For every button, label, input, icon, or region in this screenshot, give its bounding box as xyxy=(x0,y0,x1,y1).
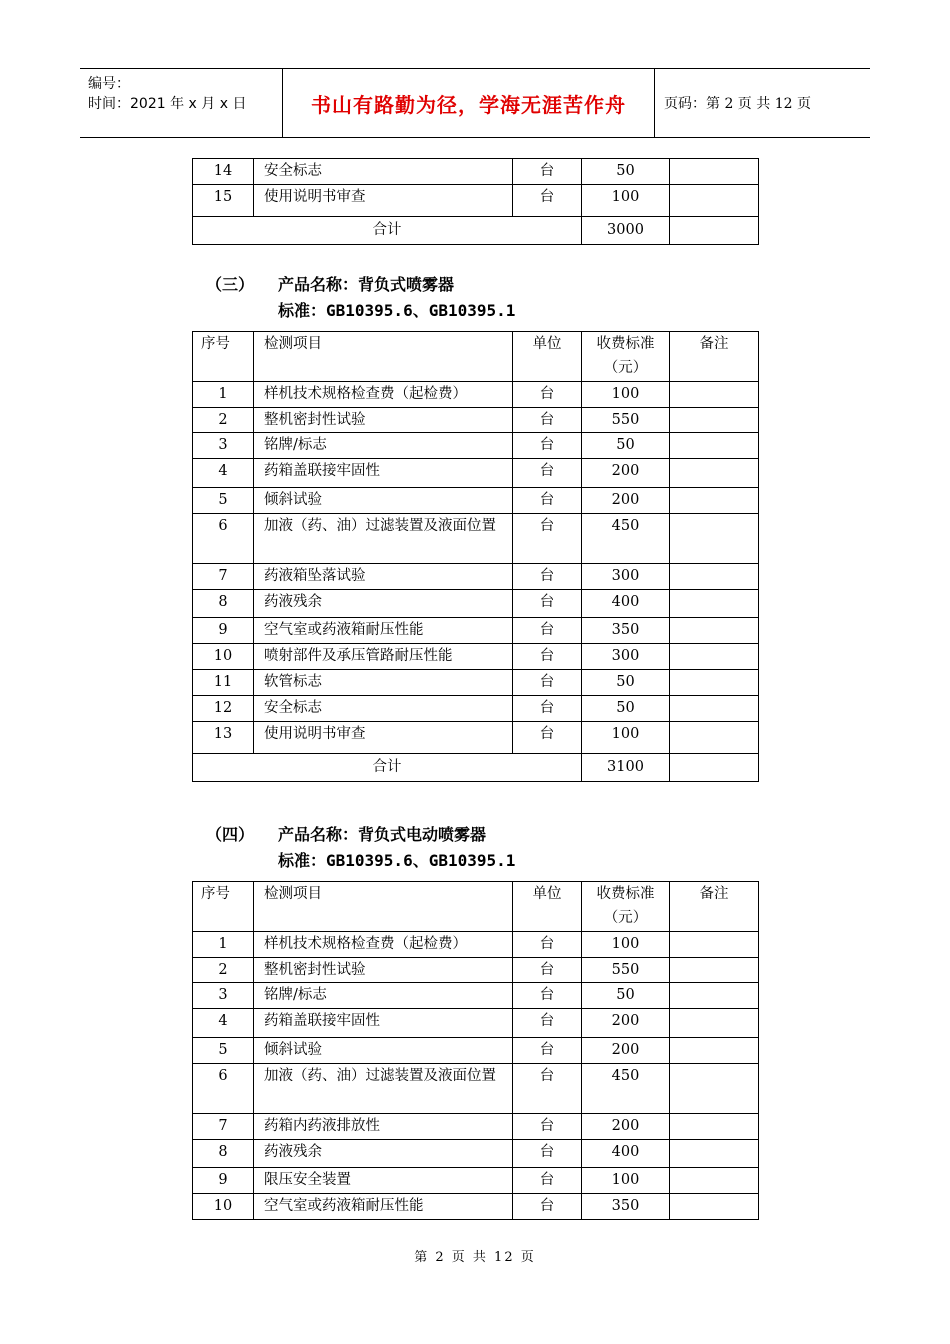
cell-no: 3 xyxy=(193,433,254,459)
cell-no: 8 xyxy=(193,1140,254,1168)
cell-note xyxy=(670,644,759,670)
table-row xyxy=(193,722,759,754)
cell-item: 药箱盖联接牢固性 xyxy=(254,1009,513,1038)
cell-note xyxy=(670,754,759,782)
cell-note xyxy=(670,932,759,958)
cell-fee: 400 xyxy=(582,1140,670,1168)
col-header-fee: 收费标准（元） xyxy=(582,882,670,932)
cell-no: 11 xyxy=(193,670,254,696)
table-row xyxy=(193,1009,759,1038)
cell-fee: 200 xyxy=(582,459,670,488)
cell-item: 药箱内药液排放性 xyxy=(254,1114,513,1140)
cell-fee: 50 xyxy=(582,433,670,459)
cell-note xyxy=(670,408,759,433)
cell-no: 10 xyxy=(193,1194,254,1220)
cell-no: 2 xyxy=(193,408,254,433)
cell-item: 整机密封性试验 xyxy=(254,958,513,983)
table-row xyxy=(193,670,759,696)
time-label: 时间：2021 年 x 月 x 日 xyxy=(88,96,247,112)
cell-note xyxy=(670,159,759,185)
table-row xyxy=(193,433,759,459)
table-row xyxy=(193,1194,759,1220)
table-row xyxy=(193,564,759,590)
cell-unit: 台 xyxy=(513,433,582,459)
cell-fee: 200 xyxy=(582,488,670,514)
cell-no: 2 xyxy=(193,958,254,983)
col-header-item: 检测项目 xyxy=(254,882,513,932)
cell-unit: 台 xyxy=(513,670,582,696)
cell-item: 药箱盖联接牢固性 xyxy=(254,459,513,488)
cell-item: 使用说明书审查 xyxy=(254,722,513,754)
col-header-fee: 收费标准（元） xyxy=(582,332,670,382)
cell-item: 加液（药、油）过滤装置及液面位置 xyxy=(254,514,513,564)
fee-table-continued xyxy=(192,158,759,245)
table-row xyxy=(193,1168,759,1194)
col-header-note: 备注 xyxy=(670,332,759,382)
section-number: （三） xyxy=(206,275,255,294)
cell-unit: 台 xyxy=(513,932,582,958)
cell-unit: 台 xyxy=(513,618,582,644)
cell-note xyxy=(670,1168,759,1194)
cell-no: 4 xyxy=(193,1009,254,1038)
cell-unit: 台 xyxy=(513,159,582,185)
table-row xyxy=(193,382,759,408)
cell-fee: 350 xyxy=(582,1194,670,1220)
section-number: （四） xyxy=(206,825,255,844)
cell-unit: 台 xyxy=(513,1009,582,1038)
cell-item: 倾斜试验 xyxy=(254,1038,513,1064)
table-row xyxy=(193,590,759,618)
col-header-note: 备注 xyxy=(670,882,759,932)
cell-fee: 100 xyxy=(582,722,670,754)
cell-item: 加液（药、油）过滤装置及液面位置 xyxy=(254,1064,513,1114)
cell-note xyxy=(670,382,759,408)
section4-heading xyxy=(206,822,766,874)
cell-note xyxy=(670,983,759,1009)
table-row xyxy=(193,185,759,217)
cell-item: 铭牌/标志 xyxy=(254,983,513,1009)
cell-unit: 台 xyxy=(513,696,582,722)
cell-item: 铭牌/标志 xyxy=(254,433,513,459)
cell-unit: 台 xyxy=(513,1168,582,1194)
col-header-no: 序号 xyxy=(193,332,254,382)
cell-unit: 台 xyxy=(513,459,582,488)
cell-note xyxy=(670,1140,759,1168)
header-page-info: 页码：第 2 页 共 12 页 xyxy=(664,96,811,112)
cell-fee: 50 xyxy=(582,983,670,1009)
cell-unit: 台 xyxy=(513,983,582,1009)
page-header xyxy=(80,68,870,138)
cell-fee: 100 xyxy=(582,382,670,408)
cell-no: 13 xyxy=(193,722,254,754)
standard-text: 标准：GB10395.6、GB10395.1 xyxy=(278,301,516,320)
cell-unit: 台 xyxy=(513,590,582,618)
fee-table-section4 xyxy=(192,881,759,1220)
cell-item: 安全标志 xyxy=(254,159,513,185)
total-row xyxy=(193,754,759,782)
page-footer: 第 2 页 共 12 页 xyxy=(414,1250,536,1265)
cell-note xyxy=(670,1194,759,1220)
cell-no: 14 xyxy=(193,159,254,185)
cell-note xyxy=(670,958,759,983)
cell-item: 样机技术规格检查费（起检费） xyxy=(254,382,513,408)
col-header-item: 检测项目 xyxy=(254,332,513,382)
table-row xyxy=(193,408,759,433)
cell-note xyxy=(670,488,759,514)
cell-fee: 200 xyxy=(582,1114,670,1140)
cell-unit: 台 xyxy=(513,722,582,754)
cell-fee: 550 xyxy=(582,958,670,983)
cell-unit: 台 xyxy=(513,1194,582,1220)
cell-no: 5 xyxy=(193,1038,254,1064)
product-name: 产品名称：背负式电动喷雾器 xyxy=(278,825,487,844)
cell-fee: 100 xyxy=(582,1168,670,1194)
table-row xyxy=(193,932,759,958)
cell-no: 1 xyxy=(193,382,254,408)
cell-item: 样机技术规格检查费（起检费） xyxy=(254,932,513,958)
table-row xyxy=(193,958,759,983)
cell-unit: 台 xyxy=(513,958,582,983)
section3-heading xyxy=(206,272,766,324)
table-row xyxy=(193,1038,759,1064)
table-row xyxy=(193,618,759,644)
cell-note xyxy=(670,514,759,564)
header-meta xyxy=(80,69,283,137)
cell-fee: 100 xyxy=(582,185,670,217)
cell-fee: 50 xyxy=(582,159,670,185)
col-header-no: 序号 xyxy=(193,882,254,932)
table-row xyxy=(193,1140,759,1168)
cell-unit: 台 xyxy=(513,1140,582,1168)
cell-unit: 台 xyxy=(513,644,582,670)
cell-fee: 450 xyxy=(582,514,670,564)
cell-item: 限压安全装置 xyxy=(254,1168,513,1194)
cell-no: 9 xyxy=(193,618,254,644)
cell-note xyxy=(670,459,759,488)
table-row xyxy=(193,488,759,514)
col-header-unit: 单位 xyxy=(513,332,582,382)
cell-note xyxy=(670,1114,759,1140)
number-label: 编号： xyxy=(88,76,130,92)
cell-item: 空气室或药液箱耐压性能 xyxy=(254,1194,513,1220)
cell-item: 药液残余 xyxy=(254,1140,513,1168)
cell-no: 7 xyxy=(193,1114,254,1140)
cell-unit: 台 xyxy=(513,564,582,590)
cell-note xyxy=(670,618,759,644)
cell-item: 使用说明书审查 xyxy=(254,185,513,217)
cell-unit: 台 xyxy=(513,1114,582,1140)
cell-no: 6 xyxy=(193,1064,254,1114)
table-row xyxy=(193,644,759,670)
table-header-row xyxy=(193,882,759,932)
product-name: 产品名称：背负式喷雾器 xyxy=(278,275,455,294)
table-row xyxy=(193,696,759,722)
cell-fee: 200 xyxy=(582,1009,670,1038)
table-row xyxy=(193,983,759,1009)
cell-no: 3 xyxy=(193,983,254,1009)
cell-note xyxy=(670,1009,759,1038)
cell-fee: 450 xyxy=(582,1064,670,1114)
cell-note xyxy=(670,590,759,618)
cell-no: 12 xyxy=(193,696,254,722)
cell-unit: 台 xyxy=(513,488,582,514)
table-header-row xyxy=(193,332,759,382)
table-row xyxy=(193,1064,759,1114)
cell-no: 7 xyxy=(193,564,254,590)
total-value: 3100 xyxy=(582,754,670,782)
table-row xyxy=(193,159,759,185)
cell-note xyxy=(670,217,759,245)
cell-unit: 台 xyxy=(513,514,582,564)
table-row xyxy=(193,514,759,564)
cell-note xyxy=(670,1064,759,1114)
cell-item: 药液箱坠落试验 xyxy=(254,564,513,590)
cell-note xyxy=(670,670,759,696)
cell-unit: 台 xyxy=(513,1064,582,1114)
cell-fee: 550 xyxy=(582,408,670,433)
fee-table-section3 xyxy=(192,331,759,782)
cell-fee: 100 xyxy=(582,932,670,958)
total-label: 合计 xyxy=(193,217,582,245)
cell-note xyxy=(670,722,759,754)
cell-unit: 台 xyxy=(513,382,582,408)
table-row xyxy=(193,459,759,488)
header-motto: 书山有路勤为径，学海无涯苦作舟 xyxy=(283,69,655,137)
cell-item: 倾斜试验 xyxy=(254,488,513,514)
cell-no: 6 xyxy=(193,514,254,564)
cell-note xyxy=(670,433,759,459)
col-header-unit: 单位 xyxy=(513,882,582,932)
cell-item: 喷射部件及承压管路耐压性能 xyxy=(254,644,513,670)
cell-item: 空气室或药液箱耐压性能 xyxy=(254,618,513,644)
cell-item: 整机密封性试验 xyxy=(254,408,513,433)
cell-fee: 350 xyxy=(582,618,670,644)
cell-fee: 50 xyxy=(582,670,670,696)
table-row xyxy=(193,1114,759,1140)
cell-no: 15 xyxy=(193,185,254,217)
cell-fee: 200 xyxy=(582,1038,670,1064)
cell-no: 1 xyxy=(193,932,254,958)
cell-item: 药液残余 xyxy=(254,590,513,618)
cell-no: 8 xyxy=(193,590,254,618)
cell-fee: 300 xyxy=(582,564,670,590)
total-value: 3000 xyxy=(582,217,670,245)
cell-no: 10 xyxy=(193,644,254,670)
cell-fee: 400 xyxy=(582,590,670,618)
cell-no: 4 xyxy=(193,459,254,488)
cell-unit: 台 xyxy=(513,408,582,433)
cell-note xyxy=(670,564,759,590)
cell-unit: 台 xyxy=(513,1038,582,1064)
cell-no: 9 xyxy=(193,1168,254,1194)
cell-note xyxy=(670,185,759,217)
cell-no: 5 xyxy=(193,488,254,514)
cell-note xyxy=(670,696,759,722)
cell-item: 软管标志 xyxy=(254,670,513,696)
total-row xyxy=(193,217,759,245)
cell-fee: 300 xyxy=(582,644,670,670)
cell-unit: 台 xyxy=(513,185,582,217)
standard-text: 标准：GB10395.6、GB10395.1 xyxy=(278,851,516,870)
cell-note xyxy=(670,1038,759,1064)
cell-item: 安全标志 xyxy=(254,696,513,722)
total-label: 合计 xyxy=(193,754,582,782)
cell-fee: 50 xyxy=(582,696,670,722)
